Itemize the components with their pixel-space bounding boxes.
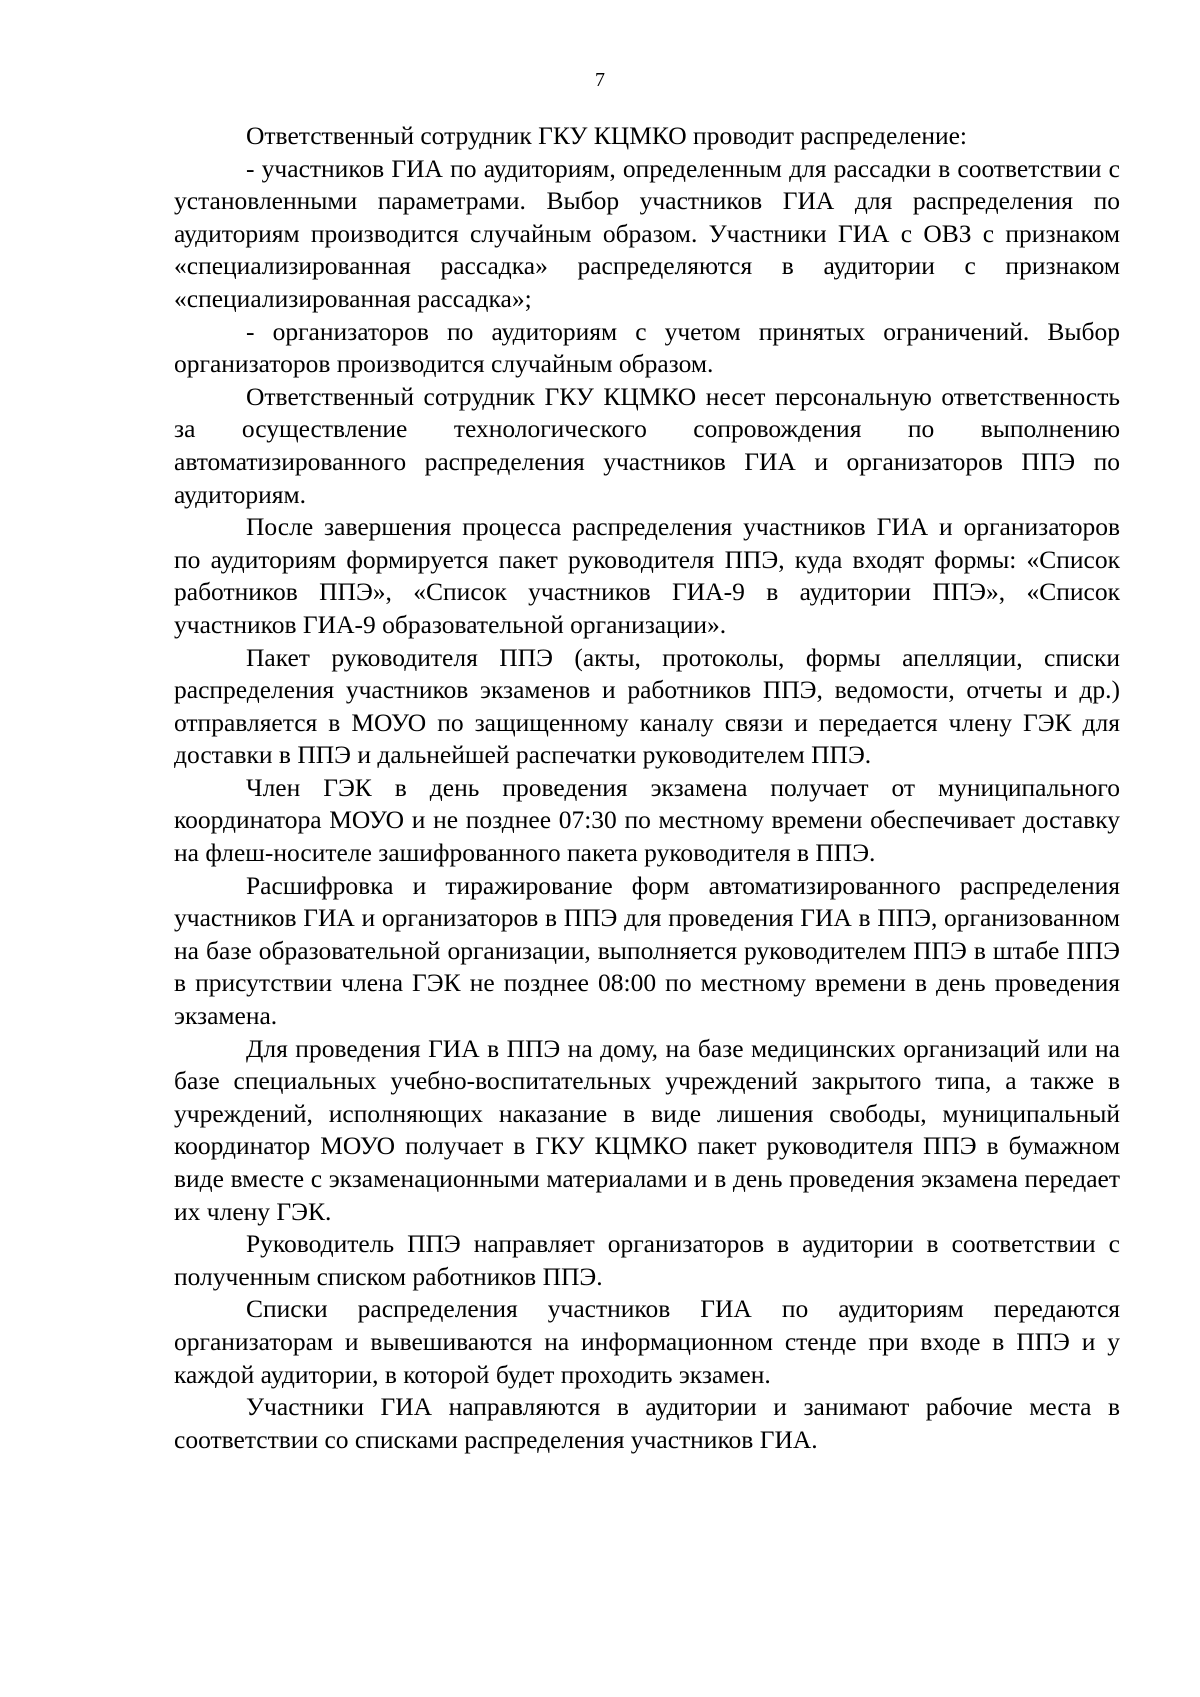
paragraph-responsibility: Ответственный сотрудник ГКУ КЦМКО несет персональную ответственность за осуществление технологического сопровождения по выполнению автоматизированного распределения участников ГИА и организаторов ППЭ по аудиториям.	[174, 381, 1120, 509]
paragraph-participants-seating: Участники ГИА направляются в аудитории и занимают рабочие места в соответствии со списками распределения участников ГИА.	[174, 1392, 1120, 1454]
paragraph-lists-posting: Списки распределения участников ГИА по аудиториям передаются организаторам и вывешиваются на информационном стенде при входе в ППЭ и у каждой аудитории, в которой будет проходить экзамен.	[174, 1294, 1120, 1389]
paragraph-decryption: Расшифровка и тиражирование форм автоматизированного распределения участников ГИА и организаторов в ППЭ для проведения ГИА в ППЭ, организованном на базе образовательной организации, выполняется руководителем ППЭ в штабе ППЭ в присутствии члена ГЭК не позднее 08:00 по местному времени в день проведения экзамена.	[174, 870, 1120, 1031]
page-number: 7	[595, 69, 605, 91]
paragraph-gek-delivery: Член ГЭК в день проведения экзамена получает от муниципального координатора МОУО и не позднее 07:30 по местному времени обеспечивает доставку на флеш-носителе зашифрованного пакета руководителя в ППЭ.	[174, 772, 1120, 868]
paragraph-special-locations: Для проведения ГИА в ППЭ на дому, на базе медицинских организаций или на базе специальных учебно-воспитательных учреждений закрытого типа, а также в учреждений, исполняющих наказание в виде лишения свободы, муниципальный координатор МОУО получает в ГКУ КЦМКО пакет руководителя ППЭ в бумажном виде вместе с экзаменационными материалами и в день проведения экзамена передает их члену ГЭК.	[174, 1033, 1120, 1226]
paragraph-participants-distribution: - участников ГИА по аудиториям, определенным для рассадки в соответствии с установленными параметрами. Выбор участников ГИА для распределения по аудиториям производится случайным образом. Участники ГИА с ОВЗ с признаком «специализированная рассадка» распределяются в аудитории с признаком «специализированная рассадка»;	[174, 153, 1120, 313]
paragraph-package-sending: Пакет руководителя ППЭ (акты, протоколы, формы апелляции, списки распределения участников экзаменов и работников ППЭ, ведомости, отчеты и др.) отправляется в МОУО по защищенному каналу связи и передается члену ГЭК для доставки в ППЭ и дальнейшей распечатки руководителем ППЭ.	[174, 642, 1120, 770]
paragraph-organizers-assignment: Руководитель ППЭ направляет организаторов в аудитории в соответствии с полученным списком работников ППЭ.	[174, 1229, 1120, 1291]
paragraph-package-forming: После завершения процесса распределения участников ГИА и организаторов по аудиториям формируется пакет руководителя ППЭ, куда входят формы: «Список работников ППЭ», «Список участников ГИА-9 в аудитории ППЭ», «Список участников ГИА-9 образовательной организации».	[174, 512, 1120, 639]
paragraph-distribution-intro: Ответственный сотрудник ГКУ КЦМКО проводит распределение:	[246, 121, 968, 150]
document-body	[174, 120, 1120, 1456]
paragraph-organizers-distribution: - организаторов по аудиториям с учетом принятых ограничений. Выбор организаторов производится случайным образом.	[174, 316, 1120, 379]
